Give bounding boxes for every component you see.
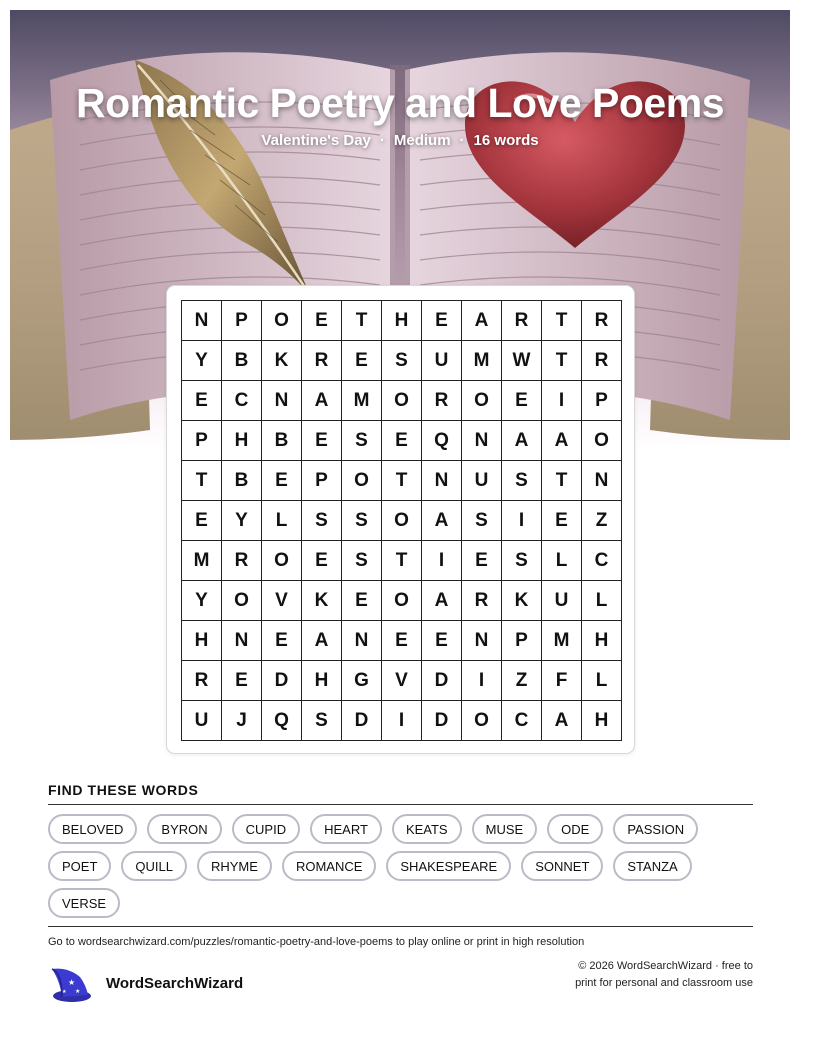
grid-cell[interactable]: O	[382, 581, 422, 621]
grid-cell[interactable]: E	[422, 301, 462, 341]
word-list	[48, 814, 758, 918]
grid-cell[interactable]: E	[382, 421, 422, 461]
grid-cell[interactable]: C	[222, 381, 262, 421]
grid-cell[interactable]: N	[462, 621, 502, 661]
grid-cell[interactable]: M	[182, 541, 222, 581]
grid-cell[interactable]: T	[542, 301, 582, 341]
grid-cell[interactable]: H	[582, 701, 622, 741]
grid-cell[interactable]: R	[582, 341, 622, 381]
grid-cell[interactable]: E	[342, 341, 382, 381]
grid-cell[interactable]: W	[502, 341, 542, 381]
grid-cell[interactable]: M	[462, 341, 502, 381]
grid-cell[interactable]: O	[582, 421, 622, 461]
grid-cell[interactable]: T	[182, 461, 222, 501]
grid-cell[interactable]: S	[342, 421, 382, 461]
grid-cell[interactable]: E	[222, 661, 262, 701]
grid-cell[interactable]: E	[182, 501, 222, 541]
grid-cell[interactable]: U	[422, 341, 462, 381]
grid-cell[interactable]: B	[262, 421, 302, 461]
footer-note: Go to wordsearchwizard.com/puzzles/romantic-poetry-and-love-poems to play online or print in high resolution	[48, 936, 585, 948]
grid-cell[interactable]: N	[182, 301, 222, 341]
grid-cell[interactable]: V	[382, 661, 422, 701]
grid-cell[interactable]: H	[382, 301, 422, 341]
grid-cell[interactable]: K	[502, 581, 542, 621]
grid-cell[interactable]: A	[462, 301, 502, 341]
word-chip: BELOVED	[48, 814, 137, 844]
word-chip: VERSE	[48, 888, 120, 918]
grid-cell[interactable]: O	[342, 461, 382, 501]
grid-cell[interactable]: P	[502, 621, 542, 661]
grid-cell[interactable]: Y	[222, 501, 262, 541]
grid-cell[interactable]: E	[302, 541, 342, 581]
grid-cell[interactable]: E	[302, 301, 342, 341]
grid-cell[interactable]: T	[542, 461, 582, 501]
grid-cell[interactable]: A	[502, 421, 542, 461]
word-chip: SHAKESPEARE	[386, 851, 511, 881]
word-chip: ODE	[547, 814, 603, 844]
grid-cell[interactable]: L	[582, 581, 622, 621]
grid-cell[interactable]: P	[222, 301, 262, 341]
grid-cell[interactable]: R	[422, 381, 462, 421]
grid-cell[interactable]: E	[422, 621, 462, 661]
grid-cell[interactable]: E	[262, 461, 302, 501]
word-chip: STANZA	[613, 851, 691, 881]
grid-cell[interactable]: Q	[262, 701, 302, 741]
word-chip: SONNET	[521, 851, 603, 881]
grid-cell[interactable]: S	[502, 461, 542, 501]
grid-cell[interactable]: D	[262, 661, 302, 701]
grid-cell[interactable]: S	[502, 541, 542, 581]
grid-cell[interactable]: E	[302, 421, 342, 461]
grid-cell[interactable]: B	[222, 341, 262, 381]
divider	[48, 926, 753, 927]
grid-cell[interactable]: O	[462, 381, 502, 421]
grid-cell[interactable]: Y	[182, 341, 222, 381]
grid-cell[interactable]: F	[542, 661, 582, 701]
grid-cell[interactable]: N	[222, 621, 262, 661]
grid-cell[interactable]: I	[502, 501, 542, 541]
grid-cell[interactable]: I	[462, 661, 502, 701]
letter-grid[interactable]	[181, 300, 622, 741]
grid-cell[interactable]: R	[502, 301, 542, 341]
grid-cell[interactable]: C	[502, 701, 542, 741]
grid-cell[interactable]: A	[302, 621, 342, 661]
grid-cell[interactable]: O	[262, 541, 302, 581]
category-label: Valentine's Day	[261, 132, 371, 149]
wizard-hat-icon	[48, 963, 92, 1003]
grid-cell[interactable]: N	[462, 421, 502, 461]
grid-cell[interactable]: E	[462, 541, 502, 581]
grid-cell[interactable]: R	[222, 541, 262, 581]
grid-cell[interactable]: M	[342, 381, 382, 421]
grid-cell[interactable]: A	[422, 581, 462, 621]
grid-cell[interactable]: A	[302, 381, 342, 421]
word-chip: RHYME	[197, 851, 272, 881]
grid-cell[interactable]: N	[582, 461, 622, 501]
grid-cell[interactable]: V	[262, 581, 302, 621]
svg-text:★: ★	[62, 989, 67, 995]
svg-text:★: ★	[68, 978, 76, 987]
grid-cell[interactable]: E	[502, 381, 542, 421]
grid-cell[interactable]: J	[222, 701, 262, 741]
grid-cell[interactable]: L	[262, 501, 302, 541]
grid-cell[interactable]: S	[342, 541, 382, 581]
grid-cell[interactable]: E	[262, 621, 302, 661]
grid-cell[interactable]: L	[582, 661, 622, 701]
grid-cell[interactable]: R	[182, 661, 222, 701]
grid-cell[interactable]: E	[342, 581, 382, 621]
divider	[48, 804, 753, 805]
copyright-text: © 2026 WordSearchWizard · free to print for personal and classroom use	[575, 960, 753, 989]
grid-cell[interactable]: A	[542, 421, 582, 461]
grid-cell[interactable]: R	[582, 301, 622, 341]
grid-cell[interactable]: S	[302, 701, 342, 741]
grid-cell[interactable]: A	[542, 701, 582, 741]
grid-cell[interactable]: I	[382, 701, 422, 741]
grid-cell[interactable]: D	[342, 701, 382, 741]
grid-cell[interactable]: O	[462, 701, 502, 741]
puzzle-card	[166, 285, 635, 754]
word-chip: CUPID	[232, 814, 300, 844]
grid-cell[interactable]: P	[182, 421, 222, 461]
grid-cell[interactable]: S	[302, 501, 342, 541]
grid-cell[interactable]: G	[342, 661, 382, 701]
meta-separator: ·	[459, 132, 465, 149]
grid-cell[interactable]: N	[422, 461, 462, 501]
grid-cell[interactable]: H	[222, 421, 262, 461]
grid-cell[interactable]: K	[302, 581, 342, 621]
grid-cell[interactable]: D	[422, 661, 462, 701]
page-title: Romantic Poetry and Love Poems	[75, 80, 724, 126]
grid-cell[interactable]: U	[182, 701, 222, 741]
grid-cell[interactable]: O	[382, 381, 422, 421]
grid-cell[interactable]: E	[542, 501, 582, 541]
grid-cell[interactable]: H	[582, 621, 622, 661]
word-list-heading: FIND THESE WORDS	[48, 782, 199, 798]
grid-cell[interactable]: T	[542, 341, 582, 381]
grid-cell[interactable]: S	[342, 501, 382, 541]
grid-cell[interactable]: P	[302, 461, 342, 501]
grid-cell[interactable]: H	[302, 661, 342, 701]
meta-separator: ·	[379, 132, 385, 149]
word-chip: MUSE	[472, 814, 538, 844]
grid-cell[interactable]: U	[462, 461, 502, 501]
word-chip: PASSION	[613, 814, 698, 844]
grid-cell[interactable]: H	[182, 621, 222, 661]
puzzle-meta	[10, 132, 790, 149]
grid-cell[interactable]: E	[382, 621, 422, 661]
grid-cell[interactable]: E	[182, 381, 222, 421]
grid-cell[interactable]: B	[222, 461, 262, 501]
grid-cell[interactable]: N	[262, 381, 302, 421]
word-chip: BYRON	[147, 814, 221, 844]
grid-cell[interactable]: T	[342, 301, 382, 341]
grid-cell[interactable]: Y	[182, 581, 222, 621]
grid-cell[interactable]: S	[382, 341, 422, 381]
word-chip: ROMANCE	[282, 851, 376, 881]
svg-text:★: ★	[75, 988, 81, 995]
grid-cell[interactable]: L	[542, 541, 582, 581]
grid-cell[interactable]: U	[542, 581, 582, 621]
grid-cell[interactable]: N	[342, 621, 382, 661]
grid-cell[interactable]: M	[542, 621, 582, 661]
grid-cell[interactable]: D	[422, 701, 462, 741]
grid-cell[interactable]: K	[262, 341, 302, 381]
grid-cell[interactable]: T	[382, 461, 422, 501]
brand-name: WordSearchWizard	[106, 974, 244, 992]
grid-cell[interactable]: P	[582, 381, 622, 421]
brand[interactable]	[48, 963, 243, 1003]
grid-cell[interactable]: R	[462, 581, 502, 621]
grid-cell[interactable]: O	[262, 301, 302, 341]
word-chip: POET	[48, 851, 111, 881]
difficulty-label: Medium	[393, 132, 451, 149]
grid-cell[interactable]: C	[582, 541, 622, 581]
grid-cell[interactable]: Z	[582, 501, 622, 541]
grid-cell[interactable]: A	[422, 501, 462, 541]
word-chip: HEART	[310, 814, 382, 844]
word-count-label: 16 words	[473, 132, 539, 149]
grid-cell[interactable]: R	[302, 341, 342, 381]
grid-cell[interactable]: O	[222, 581, 262, 621]
word-chip: KEATS	[392, 814, 462, 844]
grid-cell[interactable]: T	[382, 541, 422, 581]
grid-cell[interactable]: I	[422, 541, 462, 581]
grid-cell[interactable]: Z	[502, 661, 542, 701]
word-chip: QUILL	[121, 851, 187, 881]
grid-cell[interactable]: S	[462, 501, 502, 541]
grid-cell[interactable]: I	[542, 381, 582, 421]
grid-cell[interactable]: O	[382, 501, 422, 541]
grid-cell[interactable]: Q	[422, 421, 462, 461]
